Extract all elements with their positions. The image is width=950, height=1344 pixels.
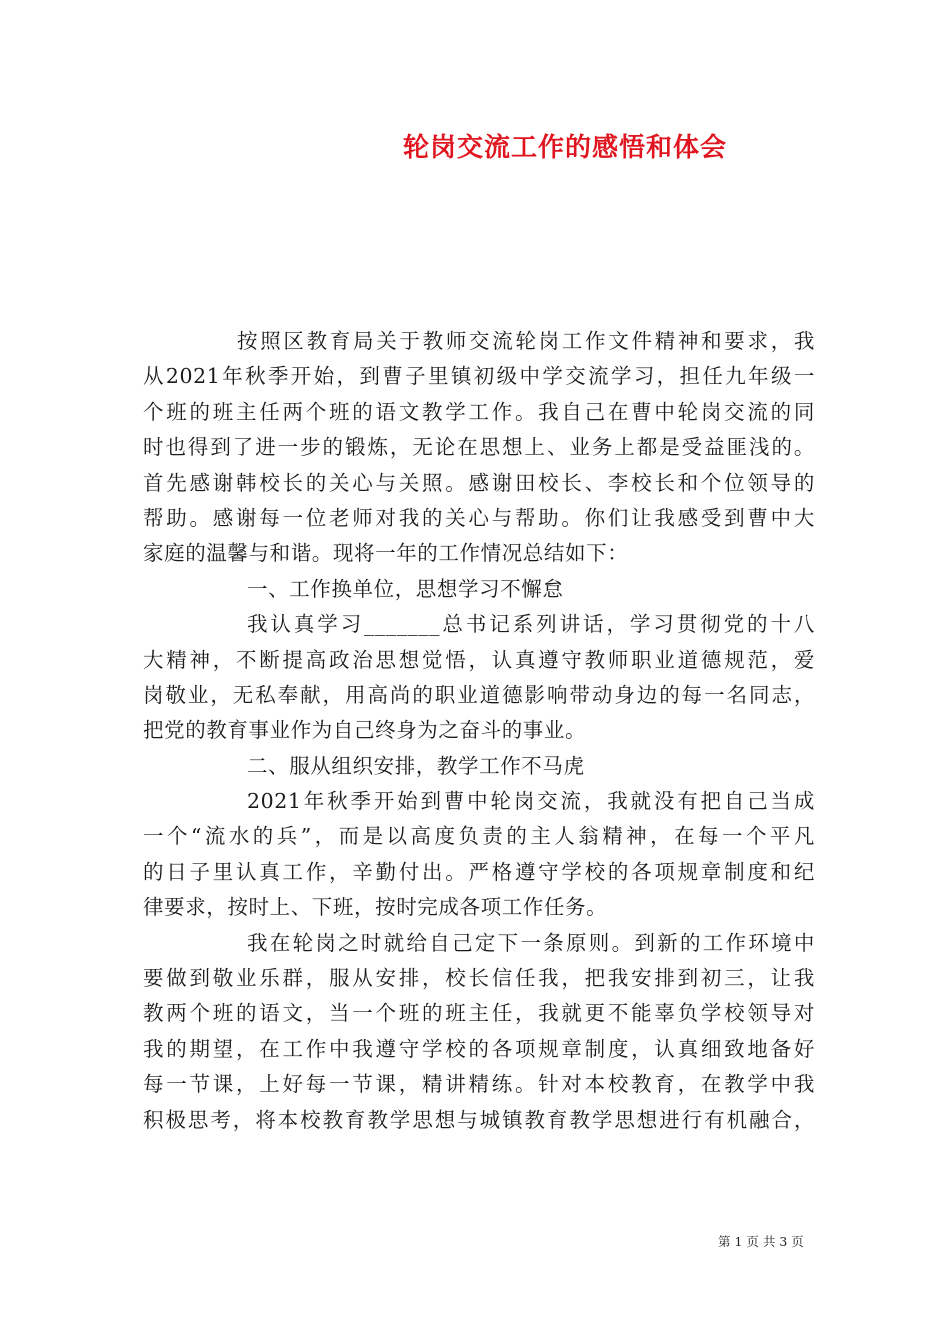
body-line: 律要求，按时上、下班，按时完成各项工作任务。 [143,895,608,920]
body-line: 家庭的温馨与和谐。现将一年的工作情况总结如下： [143,541,629,566]
body-line: 教两个班的语文，当一个班的班主任，我就更不能辜负学校领导对 [143,1001,815,1026]
document-body [143,324,815,1138]
body-line: 每一节课，上好每一节课，精讲精练。针对本校教育，在教学中我 [143,1072,815,1097]
document-title: 轮岗交流工作的感悟和体会 [402,133,727,163]
body-line: 从2021年秋季开始，到曹子里镇初级中学交流学习，担任九年级一 [143,364,815,389]
body-line: 我在轮岗之时就给自己定下一条原则。到新的工作环境中 [247,930,815,955]
body-line: 积极思考，将本校教育教学思想与城镇教育教学思想进行有机融合， [143,1107,815,1132]
page-number-footer: 第 1 页 共 3 页 [718,1234,804,1249]
section-heading: 二、服从组织安排，教学工作不马虎 [247,753,585,778]
section-heading: 一、工作换单位，思想学习不懈怠 [247,576,564,601]
body-line: 首先感谢韩校长的关心与关照。感谢田校长、李校长和个位领导的 [143,470,815,495]
body-line: 个班的班主任两个班的语文教学工作。我自己在曹中轮岗交流的同 [143,399,815,424]
body-line: 要做到敬业乐群，服从安排，校长信任我，把我安排到初三，让我 [143,966,815,991]
body-line: 岗敬业，无私奉献，用高尚的职业道德影响带动身边的每一名同志， [143,682,815,707]
body-line: 一个“流水的兵”，而是以高度负责的主人翁精神，在每一个平凡 [143,824,815,849]
body-line: 把党的教育事业作为自己终身为之奋斗的事业。 [143,718,587,743]
body-line: 的日子里认真工作，辛勤付出。严格遵守学校的各项规章制度和纪 [143,859,815,884]
body-line: 我的期望，在工作中我遵守学校的各项规章制度，认真细致地备好 [143,1036,815,1061]
body-line: 按照区教育局关于教师交流轮岗工作文件精神和要求，我 [237,329,815,353]
body-line: 我认真学习_______总书记系列讲话，学习贯彻党的十八 [247,612,815,637]
body-line: 大精神，不断提高政治思想觉悟，认真遵守教师职业道德规范，爱 [143,647,815,672]
body-line: 时也得到了进一步的锻炼，无论在思想上、业务上都是受益匪浅的。 [143,435,815,460]
body-line: 帮助。感谢每一位老师对我的关心与帮助。你们让我感受到曹中大 [143,505,815,530]
body-line: 2021年秋季开始到曹中轮岗交流，我就没有把自己当成 [247,789,815,814]
